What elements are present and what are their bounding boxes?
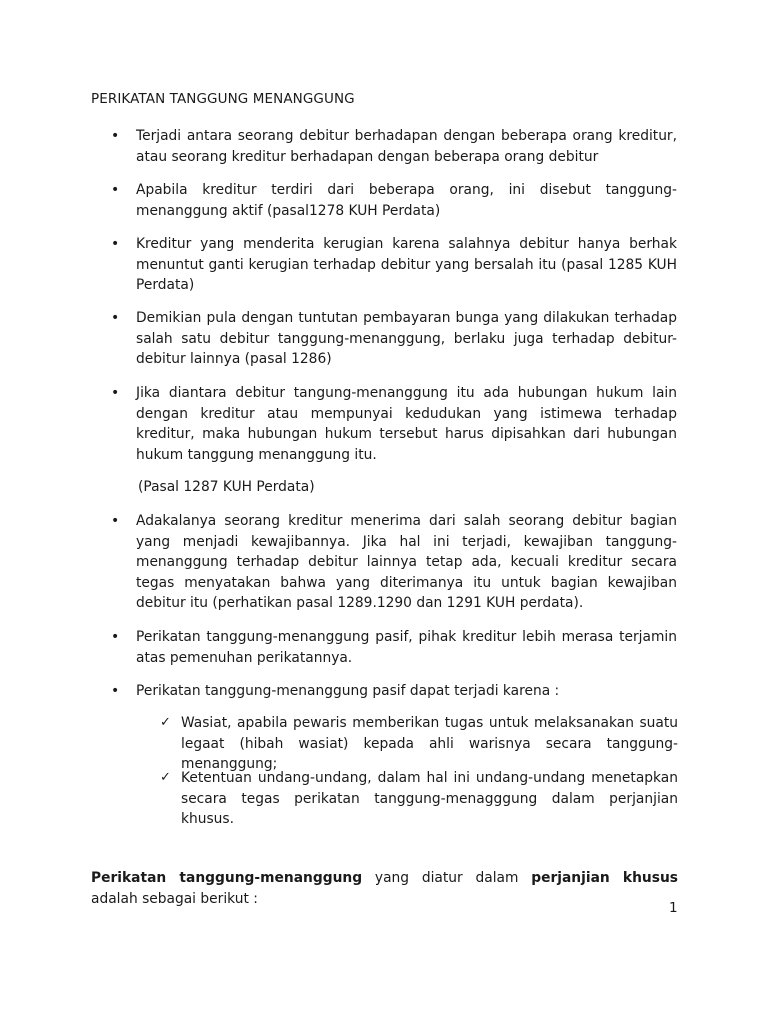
list-item	[111, 234, 677, 296]
list-item-text: Demikian pula dengan tuntutan pembayaran bunga yang dilakukan terhadap salah satu debitur tanggung-menanggung, berlaku juga terhadap debitur-debitur lainnya (pasal 1286)	[136, 310, 677, 367]
page-number: 1	[669, 900, 678, 916]
list-item	[111, 681, 677, 702]
bold-term: Perikatan tanggung-menanggung	[91, 869, 363, 886]
closing-paragraph	[91, 868, 678, 910]
check-list-item-text: Ketentuan undang-undang, dalam hal ini undang-undang menetapkan secara tegas perikatan tanggung-menagggung dalam perjanjian khusus.	[181, 770, 678, 827]
checkmark-icon: ✓	[160, 715, 171, 730]
list-item-text: Terjadi antara seorang debitur berhadapan dengan beberapa orang kreditur, atau seorang kreditur berhadapan dengan beberapa orang debitur	[136, 128, 677, 165]
list-item-text: Jika diantara debitur tangung-menanggung itu ada hubungan hukum lain dengan kreditur atau mempunyai kedudukan yang istimewa terhadap kreditur, maka hubungan hukum tersebut harus dipisahkan dari hubungan hukum tanggung menanggung itu.	[136, 385, 677, 463]
list-item-text: Perikatan tanggung-menanggung pasif, pihak kreditur lebih merasa terjamin atas pemenuhan perikatannya.	[136, 629, 677, 666]
bullet-icon: •	[111, 310, 120, 326]
list-item-text: Apabila kreditur terdiri dari beberapa orang, ini disebut tanggung-menanggung aktif (pasal1278 KUH Perdata)	[136, 182, 677, 219]
closing-text: adalah sebagai berikut :	[91, 890, 258, 907]
list-item	[111, 180, 677, 221]
list-item-text: Kreditur yang menderita kerugian karena salahnya debitur hanya berhak menuntut ganti kerugian terhadap debitur yang bersalah itu (pasal 1285 KUH Perdata)	[136, 236, 677, 293]
bullet-icon: •	[111, 513, 120, 529]
bullet-icon: •	[111, 629, 120, 645]
bullet-icon: •	[111, 128, 120, 144]
bullet-icon: •	[111, 182, 120, 198]
list-item-text: Adakalanya seorang kreditur menerima dari salah seorang debitur bagian yang menjadi kewajibannya. Jika hal ini terjadi, kewajiban tanggung-menanggung terhadap debitur lainnya tetap ada, kecuali kreditur secara tegas menyatakan bahwa yang diterimanya itu untuk bagian kewajiban debitur itu (perhatikan pasal 1289.1290 dan 1291 KUH perdata).	[136, 513, 677, 611]
check-list-item	[160, 768, 678, 830]
check-list-item	[160, 713, 678, 775]
checkmark-icon: ✓	[160, 770, 171, 785]
list-item-text: Perikatan tanggung-menanggung pasif dapat terjadi karena :	[136, 683, 560, 699]
reference-note: (Pasal 1287 KUH Perdata)	[138, 479, 315, 495]
list-item	[111, 308, 677, 370]
list-item	[111, 627, 677, 668]
list-item	[111, 126, 677, 167]
list-item	[111, 383, 677, 465]
bullet-icon: •	[111, 385, 120, 401]
bullet-icon: •	[111, 683, 120, 699]
bold-term: perjanjian khusus	[531, 869, 678, 886]
bullet-icon: •	[111, 236, 120, 252]
document-title: PERIKATAN TANGGUNG MENANGGUNG	[91, 91, 355, 107]
check-list-item-text: Wasiat, apabila pewaris memberikan tugas untuk melaksanakan suatu legaat (hibah wasiat) kepada ahli warisnya secara tanggung-menanggung;	[181, 715, 678, 772]
list-item	[111, 511, 677, 614]
closing-text: yang diatur dalam	[362, 869, 532, 886]
